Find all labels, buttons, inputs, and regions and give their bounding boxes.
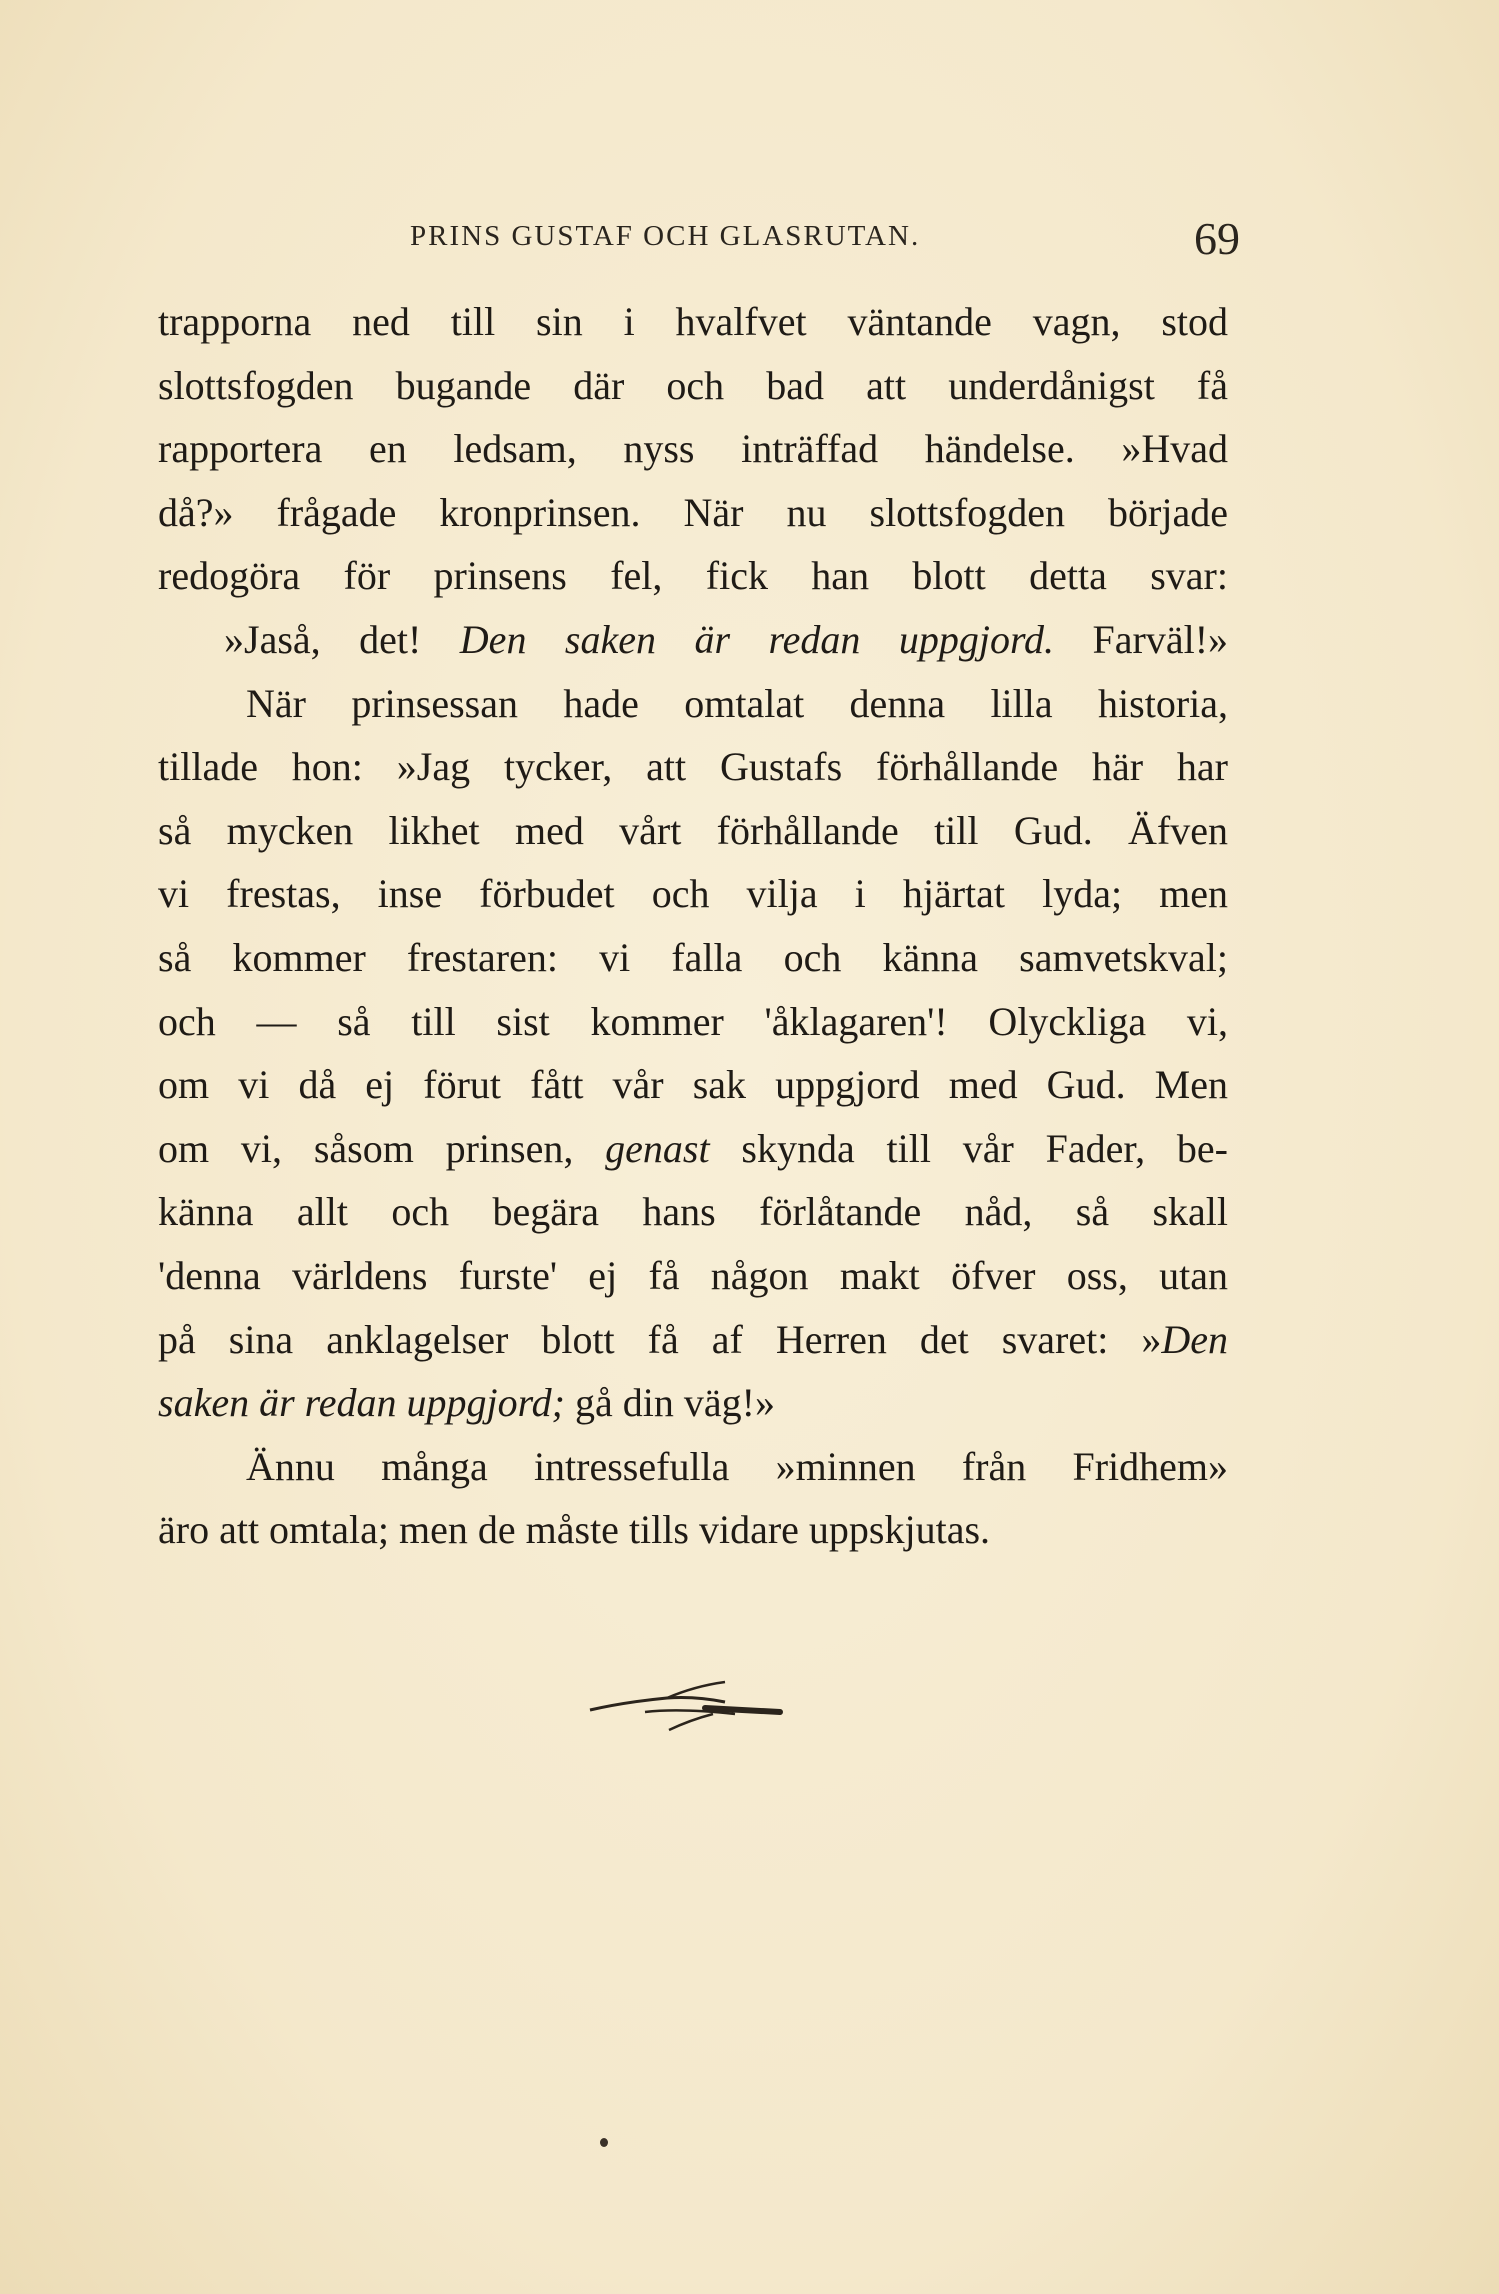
line-text: så kommer frestaren: vi falla och känna samvetskval; [158, 934, 1228, 980]
text-line [158, 1180, 1228, 1244]
running-title: PRINS GUSTAF OCH GLASRUTAN. [410, 220, 921, 252]
text-line [158, 862, 1228, 926]
text-line [158, 926, 1228, 990]
text-line [158, 1244, 1228, 1308]
line-text: om vi, såsom prinsen, [158, 1125, 606, 1171]
line-text: »Jaså, det! [224, 616, 460, 662]
italic-text: Den [1161, 1316, 1228, 1362]
arrow-flourish-icon [585, 1668, 785, 1748]
page-header [410, 213, 1240, 268]
text-line [158, 290, 1228, 354]
text-line [158, 1371, 1228, 1435]
line-text: rapportera en ledsam, nyss inträffad händelse. »Hvad [158, 426, 1228, 472]
line-text: och — så till sist kommer 'åklagaren'! Olyckliga vi, [158, 998, 1228, 1044]
italic-text: saken är redan uppgjord; [158, 1380, 565, 1426]
line-text: 'denna världens furste' ej få någon makt öfver oss, utan [158, 1252, 1228, 1298]
text-line [158, 1053, 1228, 1117]
line-text: slottsfogden bugande där och bad att underdånigst få [158, 362, 1228, 408]
text-line [158, 544, 1228, 608]
body-text [158, 290, 1228, 1562]
text-line [158, 672, 1228, 736]
line-text: på sina anklagelser blott få af Herren det svaret: » [158, 1316, 1162, 1362]
line-text: När prinsessan hade omtalat denna lilla historia, [246, 680, 1228, 726]
text-line [158, 1435, 1228, 1499]
text-line [158, 1498, 1228, 1562]
line-text: då?» frågade kronprinsen. När nu slottsfogden började [158, 489, 1228, 535]
line-text: redogöra för prinsens fel, fick han blott detta svar: [158, 553, 1228, 599]
text-line [158, 354, 1228, 418]
line-text: gå din väg!» [565, 1380, 775, 1426]
text-line [158, 990, 1228, 1054]
line-text: Farväl!» [1054, 616, 1229, 662]
ink-speck [600, 2138, 608, 2147]
line-text: Ännu många intressefulla »minnen från Fridhem» [246, 1443, 1228, 1489]
text-line [158, 735, 1228, 799]
text-line [158, 1308, 1228, 1372]
text-line [158, 417, 1228, 481]
line-text: tillade hon: »Jag tycker, att Gustafs förhållande här har [158, 744, 1228, 790]
line-text: trapporna ned till sin i hvalfvet väntande vagn, stod [158, 299, 1228, 344]
line-text: känna allt och begära hans förlåtande nåd, så skall [158, 1189, 1228, 1235]
line-text: äro att omtala; men de måste tills vidare uppskjutas. [158, 1507, 991, 1553]
text-line [158, 1117, 1228, 1181]
text-line [158, 481, 1228, 545]
line-text: skynda till vår Fader, be- [709, 1125, 1228, 1171]
line-text: vi frestas, inse förbudet och vilja i hjärtat lyda; men [158, 871, 1228, 917]
italic-text: genast [605, 1125, 710, 1171]
text-line [158, 608, 1228, 672]
text-line [158, 799, 1228, 863]
italic-text: Den saken är redan uppgjord. [459, 616, 1055, 662]
line-text: så mycken likhet med vårt förhållande till Gud. Äfven [158, 807, 1228, 853]
line-text: om vi då ej förut fått vår sak uppgjord med Gud. Men [158, 1062, 1228, 1108]
page-number: 69 [1194, 213, 1240, 264]
